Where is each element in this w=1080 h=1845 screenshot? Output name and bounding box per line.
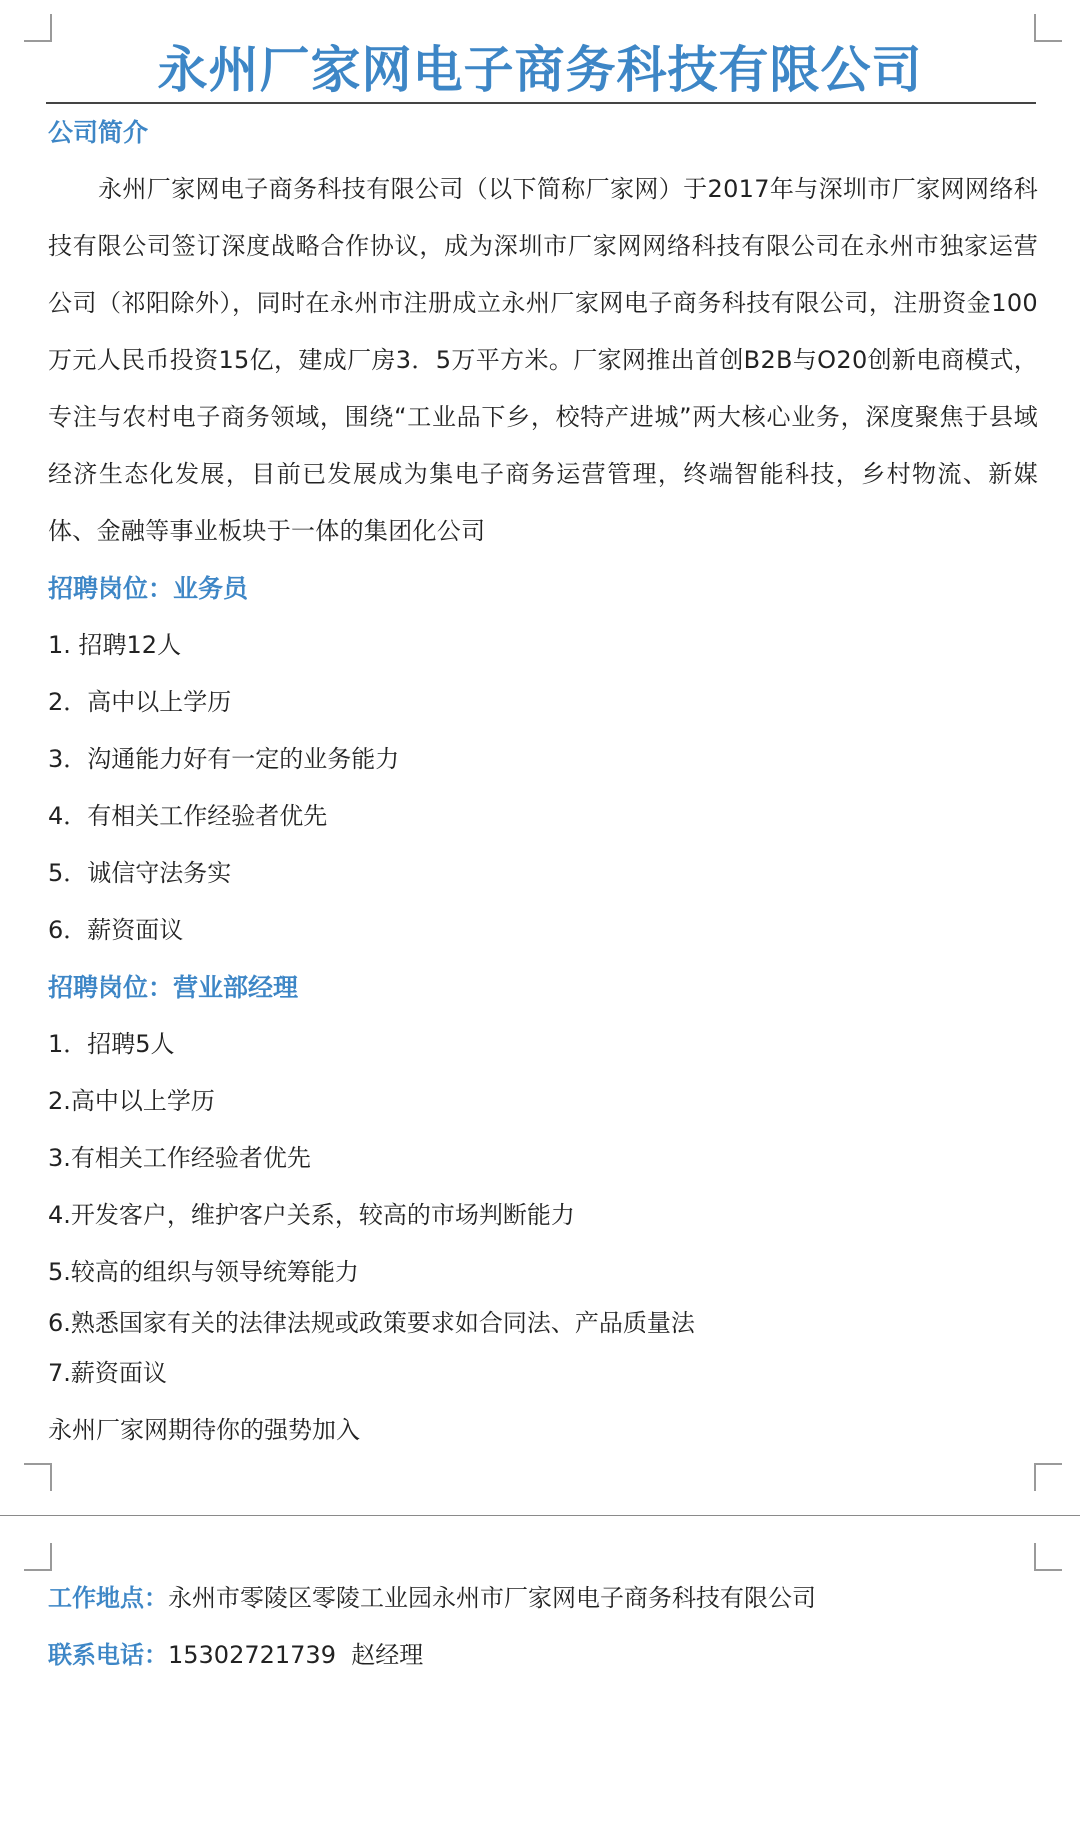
crop-mark-next-page-top-left [24,1543,52,1571]
document-title: 永州厂家网电子商务科技有限公司 [157,41,923,99]
requirement-item: 6.熟悉国家有关的法律法规或政策要求如合同法、产品质量法 [48,1309,695,1337]
contact-footer [48,1570,1038,1684]
requirement-item: 5．诚信守法务实 [48,859,232,887]
requirement-item: 6．薪资面议 [48,916,184,944]
crop-mark-bottom-right [1034,1463,1062,1491]
closing-line: 永州厂家网期待你的强势加入 [48,1416,360,1444]
requirement-item: 7.薪资面议 [48,1359,167,1387]
contact-phone-value: 15302721739 赵经理 [168,1641,424,1669]
page-break-line [0,1515,1080,1516]
requirement-item: 3.有相关工作经验者优先 [48,1144,311,1172]
requirement-item: 2.高中以上学历 [48,1087,215,1115]
crop-mark-top-left [24,14,52,42]
position-heading-salesperson: 招聘岗位：业务员 [48,574,249,603]
intro-paragraph: 永州厂家网电子商务科技有限公司（以下简称厂家网）于2017年与深圳市厂家网网络科技有限公司签订深度战略合作协议，成为深圳市厂家网网络科技有限公司在永州市独家运营公司（祁阳除外），同时在永州市注册成立永州厂家网电子商务科技有限公司，注册资金100万元人民币投资15亿，建成厂房3．5万平方米。厂家网推出首创B2B与O20创新电商模式，专注与农村电子商务领域，围绕“工业品下乡，校特产进城”两大核心业务，深度聚焦于县域经济生态化发展，目前已发展成为集电子商务运营管理，终端智能科技，乡村物流、新媒体、金融等事业板块于一体的集团化公司 [48,175,1038,545]
requirement-item: 2．高中以上学历 [48,688,232,716]
requirement-item: 3．沟通能力好有一定的业务能力 [48,745,400,773]
requirement-item: 4．有相关工作经验者优先 [48,802,328,830]
contact-phone-row [48,1627,1038,1684]
contact-phone-label: 联系电话： [48,1641,168,1669]
crop-mark-bottom-left [24,1463,52,1491]
document-body [48,104,1038,1459]
work-location-label: 工作地点： [48,1584,168,1612]
requirement-item: 1. 招聘12人 [48,631,182,659]
crop-mark-top-right [1034,14,1062,42]
intro-heading: 公司简介 [48,118,149,147]
requirement-item: 4.开发客户，维护客户关系，较高的市场判断能力 [48,1201,575,1229]
position-heading-branch-manager: 招聘岗位：营业部经理 [48,973,299,1002]
work-location-row [48,1570,1038,1627]
requirement-item: 1．招聘5人 [48,1030,175,1058]
requirement-item: 5.较高的组织与领导统筹能力 [48,1258,359,1286]
crop-mark-next-page-top-right [1034,1543,1062,1571]
work-location-value: 永州市零陵区零陵工业园永州市厂家网电子商务科技有限公司 [168,1584,816,1612]
